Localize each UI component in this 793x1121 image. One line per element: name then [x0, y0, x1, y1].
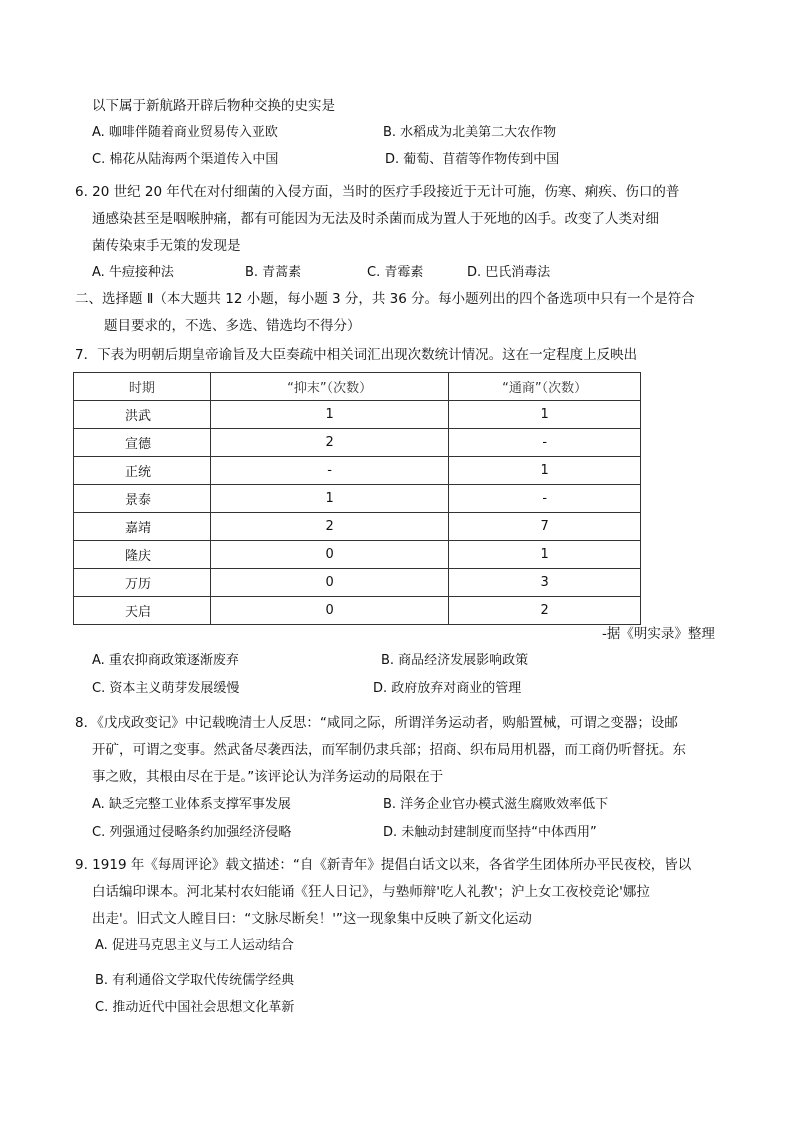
table-cell-era: 宣德 — [74, 429, 211, 457]
q5-stem: 以下属于新航路开辟后物种交换的史实是 — [92, 98, 335, 114]
q6-stem-line-1: 6. 20 世纪 20 年代在对付细菌的入侵方面，当时的医疗手段接近于无计可施，伤寒、痢疾、伤口的普 — [75, 184, 680, 200]
q7-table-source: -据《明实录》整理 — [602, 626, 715, 642]
q9-stem-line-2: 白话编印课本。河北某村农妇能诵《狂人日记》，与塾师辩'吃人礼教'；沪上女工夜校竞论'娜拉 — [92, 884, 650, 900]
table-cell-yimo: 1 — [210, 401, 449, 429]
q9-option-a: A. 促进马克思主义与工人运动结合 — [95, 938, 294, 953]
table-cell-tongshang: - — [449, 429, 641, 457]
table-cell-era: 天启 — [74, 597, 211, 625]
table-cell-yimo: 1 — [210, 485, 449, 513]
q8-stem-line-1: 8．《戊戌政变记》中记载晚清士人反思：“咸同之际，所谓洋务运动者，购船置械，可谓之变器；设邮 — [75, 715, 678, 731]
q8-option-c: C. 列强通过侵略条约加强经济侵略 — [92, 825, 292, 840]
q6-stem-line-2: 通感染甚至是咽喉肿痛，都有可能因为无法及时杀菌而成为置人于死地的凶手。改变了人类对细 — [92, 211, 659, 227]
table-cell-era: 景泰 — [74, 485, 211, 513]
q5-option-d: D. 葡萄、苜蓿等作物传到中国 — [385, 152, 560, 167]
table-cell-yimo: 2 — [210, 513, 449, 541]
q8-option-a: A. 缺乏完整工业体系支撑军事发展 — [92, 797, 291, 812]
q9-stem-line-3: 出走'。旧式文人瞠目曰：“文脉尽断矣！'”这一现象集中反映了新文化运动 — [92, 911, 532, 927]
q7-option-c: C. 资本主义萌芽发展缓慢 — [92, 681, 240, 696]
table-row — [74, 569, 641, 597]
table-row — [74, 485, 641, 513]
q7-option-b: B. 商品经济发展影响政策 — [381, 653, 529, 668]
q6-option-d: D. 巴氏消毒法 — [467, 265, 551, 280]
q6-stem-line-3: 菌传染束手无策的发现是 — [92, 238, 241, 254]
q7-stats-table — [73, 372, 641, 625]
q5-option-a: A. 咖啡伴随着商业贸易传入亚欧 — [92, 125, 278, 140]
table-row — [74, 513, 641, 541]
q9-option-b: B. 有利通俗文学取代传统儒学经典 — [95, 973, 295, 988]
table-cell-tongshang: 2 — [449, 597, 641, 625]
table-cell-yimo: - — [210, 457, 449, 485]
q8-stem-line-2: 开矿，可谓之变事。然武备尽袭西法，而军制仍隶兵部；招商、织布局用机器，而工商仍听督抚。东 — [92, 742, 686, 758]
table-header-cell: “通商”（次数） — [449, 373, 641, 401]
q6-option-c: C. 青霉素 — [367, 265, 424, 280]
q9-option-c: C. 推动近代中国社会思想文化革新 — [95, 1000, 295, 1015]
section2-heading-line-1: 二、选择题 Ⅱ（本大题共 12 小题，每小题 3 分，共 36 分。每小题列出的四个备选项中只有一个是符合 — [75, 291, 695, 307]
table-header-cell: “抑末”（次数） — [210, 373, 449, 401]
table-cell-tongshang: 1 — [449, 401, 641, 429]
table-row — [74, 457, 641, 485]
table-header-cell: 时期 — [74, 373, 211, 401]
table-cell-era: 嘉靖 — [74, 513, 211, 541]
q7-option-d: D. 政府放弃对商业的管理 — [373, 681, 522, 696]
table-cell-era: 正统 — [74, 457, 211, 485]
table-cell-yimo: 2 — [210, 429, 449, 457]
table-cell-yimo: 0 — [210, 597, 449, 625]
table-row — [74, 429, 641, 457]
table-cell-tongshang: 1 — [449, 457, 641, 485]
q7-stem: 7．下表为明朝后期皇帝谕旨及大臣奏疏中相关词汇出现次数统计情况。这在一定程度上反映出 — [75, 347, 638, 363]
table-row — [74, 597, 641, 625]
table-cell-tongshang: - — [449, 485, 641, 513]
table-row — [74, 541, 641, 569]
table-cell-tongshang: 1 — [449, 541, 641, 569]
table-cell-tongshang: 7 — [449, 513, 641, 541]
table-header-row — [74, 373, 641, 401]
q7-option-a: A. 重农抑商政策逐渐废弃 — [92, 653, 239, 668]
table-cell-yimo: 0 — [210, 541, 449, 569]
q6-option-a: A. 牛痘接种法 — [92, 265, 174, 280]
table-cell-yimo: 0 — [210, 569, 449, 597]
section2-heading-line-2: 题目要求的，不选、多选、错选均不得分） — [104, 318, 361, 334]
table-row — [74, 401, 641, 429]
q8-stem-line-3: 事之败，其根由尽在于是。”该评论认为洋务运动的局限在于 — [92, 769, 444, 785]
table-cell-era: 万历 — [74, 569, 211, 597]
q8-option-d: D. 未触动封建制度而坚持“中体西用” — [383, 825, 597, 840]
table-cell-era: 隆庆 — [74, 541, 211, 569]
q6-option-b: B. 青蒿素 — [245, 265, 302, 280]
table-cell-tongshang: 3 — [449, 569, 641, 597]
table-cell-era: 洪武 — [74, 401, 211, 429]
q9-stem-line-1: 9. 1919 年《每周评论》载文描述：“自《新青年》提倡白话文以来，各省学生团体所办平民夜校，皆以 — [75, 857, 692, 873]
q5-option-b: B. 水稻成为北美第二大农作物 — [383, 125, 557, 140]
q5-option-c: C. 棉花从陆海两个渠道传入中国 — [92, 152, 279, 167]
q8-option-b: B. 洋务企业官办模式滋生腐败效率低下 — [383, 797, 609, 812]
